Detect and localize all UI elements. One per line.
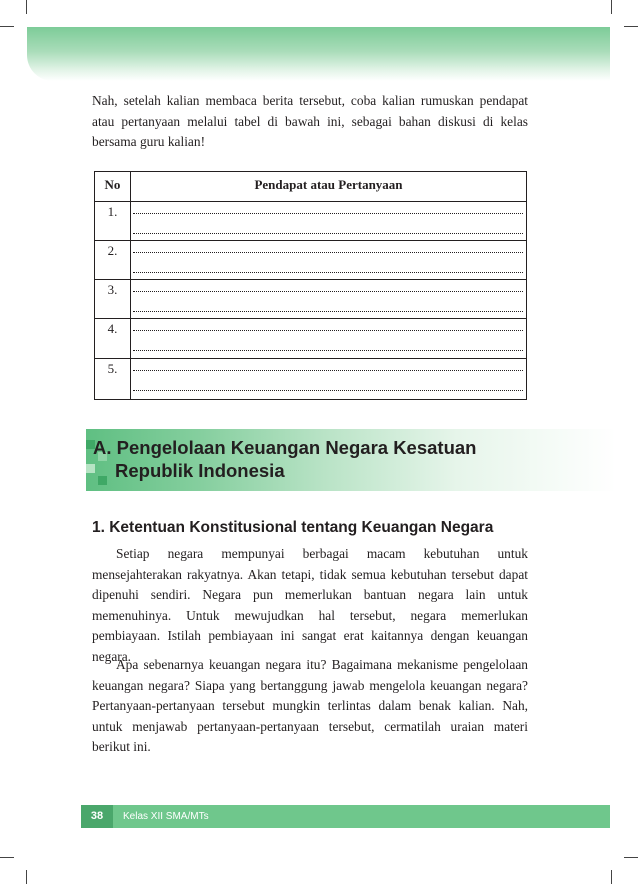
book-label: Kelas XII SMA/MTs: [123, 811, 209, 822]
section-title-line2: Republik Indonesia: [115, 460, 285, 481]
answer-line[interactable]: [133, 249, 523, 253]
intro-paragraph: Nah, setelah kalian membaca berita tersebut, coba kalian rumuskan pendapat atau pertanyaan melalui tabel di bawah ini, sebagai bahan diskusi di kelas bersama guru kalian!: [92, 93, 528, 149]
answer-line[interactable]: [133, 210, 523, 214]
crop-mark: [26, 870, 27, 884]
table-row-number: 5.: [107, 361, 118, 376]
answer-line[interactable]: [133, 347, 523, 351]
crop-mark: [0, 26, 14, 27]
answer-line[interactable]: [133, 230, 523, 234]
crop-mark: [624, 857, 638, 858]
answer-line[interactable]: [133, 269, 523, 273]
opinion-table: [94, 171, 527, 400]
page-number: 38: [81, 805, 113, 828]
subsection-title: 1. Ketentuan Konstitusional tentang Keuangan Negara: [92, 519, 494, 536]
table-row-number: 3.: [107, 282, 118, 297]
body-paragraph: Setiap negara mempunyai berbagai macam kebutuhan untuk mensejahterakan rakyatnya. Akan tetapi, tidak semua kebutuhan tersebut dapat dipenuhi sendiri. Negara pun memerlukan bantuan negara lain untuk memenuhinya. Untuk mewujudkan hal tersebut, negara memerlukan pembiayaan. Istilah pembiayaan ini sangat erat kaitannya dengan keuangan negara.: [92, 546, 528, 664]
table-row-number: 4.: [107, 321, 118, 336]
crop-mark: [611, 870, 612, 884]
answer-line[interactable]: [133, 367, 523, 371]
table-row-number: 1.: [107, 204, 118, 219]
crop-mark: [611, 0, 612, 14]
table-row-number: 2.: [107, 243, 118, 258]
table-column-divider: [130, 172, 131, 399]
crop-mark: [624, 26, 638, 27]
crop-mark: [26, 0, 27, 14]
answer-line[interactable]: [133, 387, 523, 391]
table-row-divider: [95, 279, 526, 280]
answer-line[interactable]: [133, 288, 523, 292]
answer-line[interactable]: [133, 308, 523, 312]
table-header-no: No: [104, 177, 121, 192]
table-row-divider: [95, 240, 526, 241]
answer-line[interactable]: [133, 327, 523, 331]
table-header-title: Pendapat atau Pertanyaan: [254, 177, 403, 192]
section-title-line1: A. Pengelolaan Keuangan Negara Kesatuan: [93, 437, 477, 458]
crop-mark: [0, 857, 14, 858]
section-title: [93, 436, 476, 482]
body-paragraph: Apa sebenarnya keuangan negara itu? Bagaimana mekanisme pengelolaan keuangan negara? Siapa yang bertanggung jawab mengelola keuangan negara? Pertanyaan-pertanyaan tersebut mungkin terlintas dalam benak kalian. Nah, untuk menjawab pertanyaan-pertanyaan tersebut, cermatilah uraian materi berikut ini.: [92, 657, 528, 754]
table-row-divider: [95, 318, 526, 319]
table-row-divider: [95, 201, 526, 202]
table-row-divider: [95, 358, 526, 359]
header-band: [27, 27, 610, 81]
